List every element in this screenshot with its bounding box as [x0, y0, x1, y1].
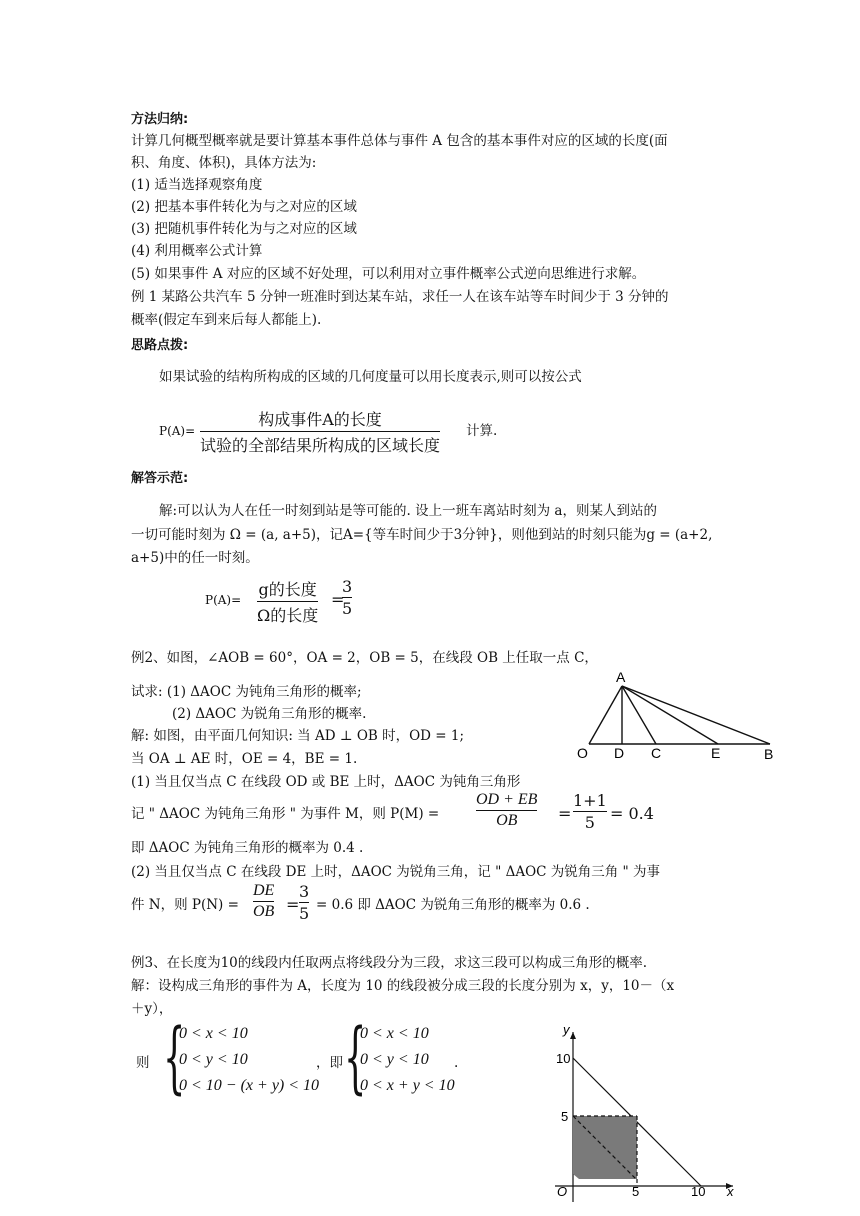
hint-text: 如果试验的结构所构成的区域的几何度量可以用长度表示,则可以按公式	[159, 369, 582, 385]
pn-equals: =	[286, 895, 300, 914]
pm-denominator-2: 5	[584, 813, 595, 832]
system2-row3: 0 < x + y < 10	[360, 1077, 455, 1094]
formula-tail: 计算.	[466, 423, 498, 439]
label-x10: 10	[691, 1184, 706, 1199]
example2-line1: 例2、如图，∠AOB = 60°，OA = 2，OB = 5，在线段 OB 上任取一点 C，	[131, 650, 598, 666]
pm-result: = 0.4	[610, 804, 654, 823]
label-origin: O	[557, 1184, 568, 1199]
fraction-bar	[257, 601, 318, 602]
fraction-bar	[299, 902, 309, 903]
segment-ac	[622, 686, 656, 744]
fraction-bar	[476, 810, 537, 811]
example2-solution6: (2) 当且仅当点 C 在线段 DE 上时，ΔAOC 为锐角三角，记 " ΔAOC 为锐角三角 " 为事	[131, 864, 661, 880]
system2-row1: 0 < x < 10	[360, 1025, 429, 1042]
example2-solution5: 即 ΔAOC 为钝角三角形的概率为 0.4 .	[131, 840, 364, 856]
system1-row1: 0 < x < 10	[179, 1025, 248, 1042]
method-step-5: (5) 如果事件 A 对应的区域不好处理，可以利用对立事件概率公式逆向思维进行求解。	[131, 266, 646, 282]
example2-solution1: 解: 如图，由平面几何知识: 当 AD ⊥ OB 时，OD = 1;	[131, 728, 465, 744]
pm-numerator-1: OD + EB	[476, 791, 538, 808]
label-y10: 10	[556, 1051, 571, 1066]
brace-left-1: {	[163, 1013, 186, 1103]
example3-solution2: ＋y），	[131, 1001, 173, 1017]
system1-row3: 0 < 10 − (x + y) < 10	[179, 1077, 320, 1094]
label-d: D	[614, 745, 625, 761]
example2-solution7-prefix: 件 N，则 P(N) =	[131, 897, 239, 913]
p-value	[342, 577, 352, 618]
example1-line2: 概率(假定车到来后每人都能上).	[131, 312, 322, 328]
method-intro-line1: 计算几何概型概率就是要计算基本事件总体与事件 A 包含的基本事件对应的区域的长度(面	[131, 133, 668, 149]
label-y: y	[563, 1024, 570, 1037]
example2-solution2: 当 OA ⊥ AE 时，OE = 4，BE = 1.	[131, 751, 358, 767]
method-step-1: (1) 适当选择观察角度	[131, 177, 263, 193]
triangle-figure	[570, 668, 790, 768]
label-o: O	[577, 745, 588, 761]
formula-fraction	[200, 407, 440, 456]
ze-label: 则	[136, 1055, 150, 1071]
method-intro-line2: 积、角度、体积)，具体方法为:	[131, 155, 317, 171]
method-step-4: (4) 利用概率公式计算	[131, 243, 263, 259]
example2-solution3: (1) 当且仅当点 C 在线段 OD 或 BE 上时，ΔAOC 为钝角三角形	[131, 774, 521, 790]
p-value-denominator: 5	[342, 599, 353, 618]
example2-solution4-prefix: 记 " ΔAOC 为钝角三角形 " 为事件 M，则 P(M) =	[131, 806, 440, 822]
method-step-2: (2) 把基本事件转化为与之对应的区域	[131, 199, 357, 215]
pn-numerator-1: DE	[253, 882, 275, 899]
pn-result: = 0.6 即 ΔAOC 为锐角三角形的概率为 0.6 .	[316, 897, 590, 913]
system1-row2: 0 < y < 10	[179, 1051, 248, 1068]
brace-left-2: {	[344, 1013, 367, 1103]
region-graph	[545, 1024, 745, 1204]
pn-fraction-1	[253, 882, 274, 921]
fraction-bar	[573, 811, 607, 812]
p-numerator: g的长度	[258, 580, 317, 599]
solution-line1: 解:可以认为人在任一时刻到站是等可能的. 设上一班车离站时刻为 a，则某人到站的	[159, 503, 657, 519]
pm-fraction-1	[476, 791, 537, 830]
p-lhs: P(A)=	[205, 593, 242, 607]
system2-row2: 0 < y < 10	[360, 1051, 429, 1068]
formula-denominator: 试验的全部结果所构成的区域长度	[200, 436, 441, 455]
pn-fraction-2	[299, 882, 309, 923]
segment-oa	[589, 686, 622, 744]
solution-line2: 一切可能时刻为 Ω = (a, a+5)，记A={等车时间少于3分钟}，则他到站的时刻只能为g = (a+2,	[131, 527, 713, 543]
hint-heading: 思路点拨:	[131, 338, 189, 353]
system-period: .	[454, 1055, 459, 1071]
label-c: C	[651, 745, 662, 761]
formula-lhs: P(A)=	[159, 424, 196, 438]
fraction-bar	[342, 597, 352, 598]
example1-line1: 例 1 某路公共汽车 5 分钟一班准时到达某车站，求任一人在该车站等车时间少于 3 分钟的	[131, 289, 669, 305]
method-step-3: (3) 把随机事件转化为与之对应的区域	[131, 221, 357, 237]
formula-numerator: 构成事件A的长度	[258, 410, 382, 429]
fraction-bar	[200, 431, 440, 432]
solution-line3: a+5)中的任一时刻。	[131, 550, 259, 566]
example2-question2: (2) ΔAOC 为锐角三角形的概率.	[172, 706, 367, 722]
label-y5: 5	[561, 1109, 569, 1124]
pn-denominator-1: OB	[253, 903, 275, 920]
example2-question1: 试求: (1) ΔAOC 为钝角三角形的概率;	[131, 684, 362, 700]
p-fraction	[257, 577, 318, 626]
label-a: A	[616, 669, 626, 685]
y-axis-arrow	[570, 1032, 576, 1039]
pn-denominator-2: 5	[299, 904, 310, 923]
label-x: x	[727, 1184, 734, 1199]
example3-solution1: 解：设构成三角形的事件为 A，长度为 10 的线段被分成三段的长度分别为 x，y，10－（x	[131, 978, 675, 994]
label-x5: 5	[632, 1184, 640, 1199]
pm-denominator-1: OB	[496, 812, 518, 829]
p-value-numerator: 3	[342, 577, 353, 596]
p-equals: =	[331, 590, 345, 609]
ji-label: ，即	[316, 1055, 343, 1071]
segment-ae	[622, 686, 718, 744]
label-e: E	[711, 745, 721, 761]
pm-fraction-2	[573, 791, 607, 832]
pm-equals: =	[558, 804, 572, 823]
label-b: B	[764, 746, 774, 762]
answer-heading: 解答示范:	[131, 471, 189, 486]
p-denominator: Ω的长度	[257, 606, 319, 625]
method-heading: 方法归纳:	[131, 112, 189, 127]
segment-ab	[622, 686, 770, 744]
pn-numerator-2: 3	[299, 882, 310, 901]
pm-numerator-2: 1+1	[573, 791, 607, 810]
fraction-bar	[253, 901, 274, 902]
example3-line1: 例3、在长度为10的线段内任取两点将线段分为三段，求这三段可以构成三角形的概率.	[131, 955, 648, 971]
